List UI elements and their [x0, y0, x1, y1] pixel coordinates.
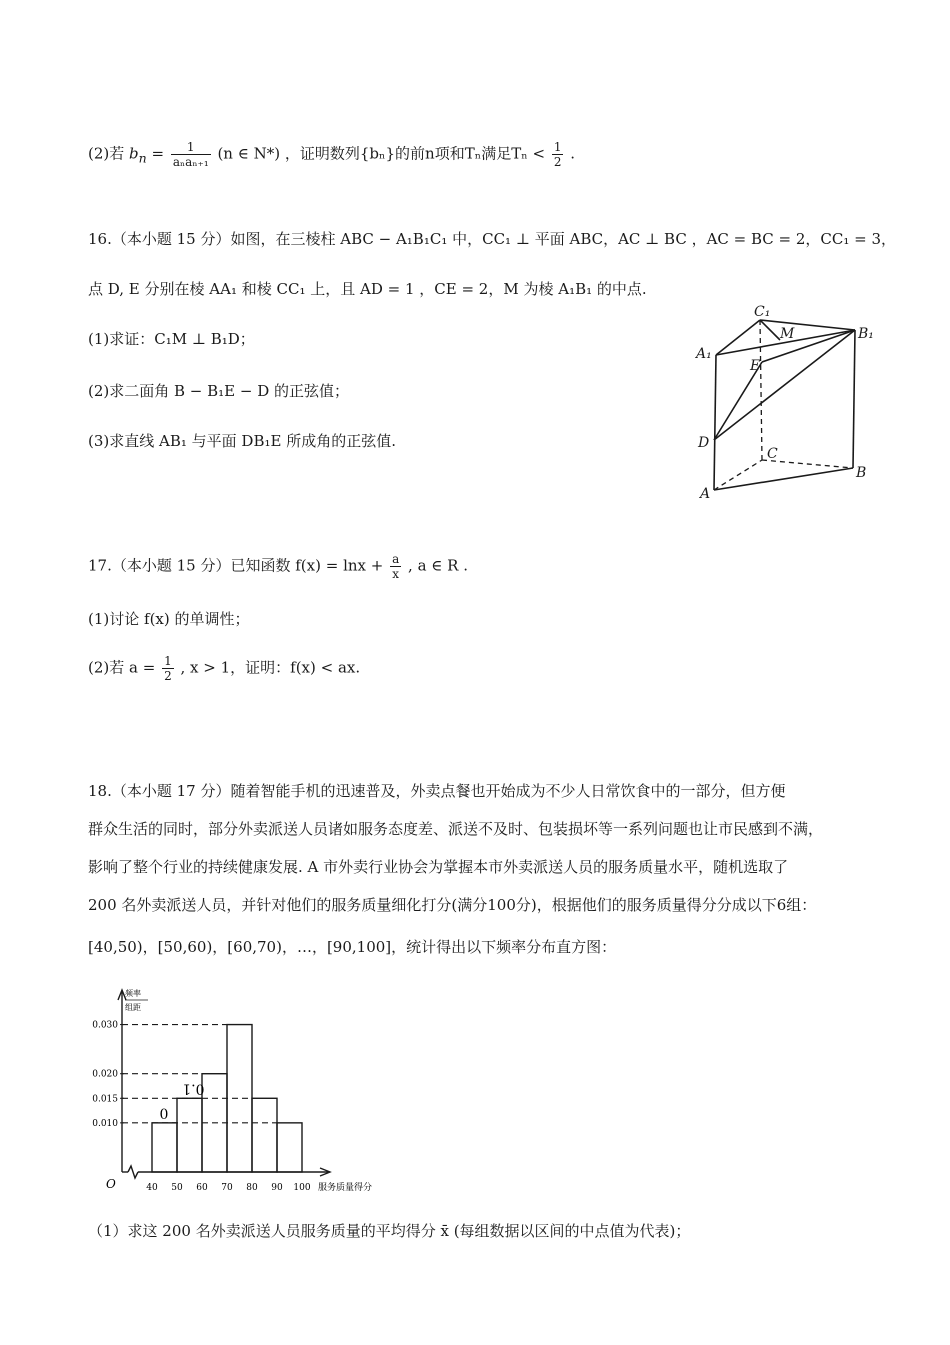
y-tick-label: 0.010: [92, 1118, 118, 1129]
q18-paragraph-line4: 200 名外卖派送人员，并针对他们的服务质量细化打分(满分100分)，根据他们的服务质量得分分成以下6组：: [88, 896, 817, 914]
x-tick-label: 70: [221, 1183, 233, 1193]
q15-part2: [88, 140, 575, 169]
annotation-mark: 0: [159, 1106, 169, 1123]
q17-header-frac-den: x: [392, 567, 400, 581]
edge-a-a1: [714, 355, 716, 490]
annotation-mark: 0.1: [182, 1080, 205, 1097]
q15-part2-rhs-den: 2: [553, 155, 562, 169]
x-tick-label: 40: [146, 1183, 158, 1193]
q17-header-frac-num: a: [392, 552, 400, 566]
segment-c1-m: [760, 320, 780, 340]
x-tick-label: 90: [271, 1183, 283, 1193]
q17-header: [88, 552, 468, 581]
histogram-bar: [152, 1123, 177, 1172]
y-tick-label: 0.020: [92, 1069, 118, 1080]
q18-paragraph-line5: [40,50)，[50,60)，[60,70)，…，[90,100]，统计得出以下频率分布直方图：: [88, 938, 617, 956]
x-tick-label: 50: [171, 1183, 183, 1193]
q17-header-prefix: 17.（本小题 15 分）已知函数 f(x) = lnx +: [88, 556, 384, 575]
q18-paragraph-line1: 18.（本小题 17 分）随着智能手机的迅速普及，外卖点餐也开始成为不少人日常饮食中的一部分，但方便: [88, 782, 786, 800]
q15-part2-fraction: [171, 140, 211, 169]
edge-c1-b1: [760, 320, 855, 330]
q15-part2-prefix: (2)若: [88, 144, 125, 163]
q15-part2-rhs-fraction: [552, 140, 564, 169]
q15-part2-frac-den: aₙaₙ₊₁: [172, 155, 209, 169]
q15-part2-sub-n: n: [138, 150, 147, 166]
q17-part2-frac-den: 2: [164, 669, 172, 683]
x-tick-label: 60: [196, 1183, 208, 1193]
q16-part1: (1)求证：C₁M ⊥ B₁D；: [88, 330, 255, 348]
x-tick-label: 100: [293, 1183, 311, 1193]
histogram-bar: [252, 1098, 277, 1172]
hidden-edge-c-c1: [760, 320, 762, 460]
histogram-bar: [277, 1123, 302, 1172]
q17-header-fraction: [390, 552, 401, 581]
q18-part1: （1）求这 200 名外卖派送人员服务质量的平均得分 x̄ (每组数据以区间的中点值为代表)；: [88, 1222, 691, 1240]
histogram-ylabel-top: 频率: [125, 989, 141, 998]
label-d: D: [698, 435, 710, 451]
segment-d-b1: [714, 330, 855, 440]
label-m: M: [780, 326, 795, 342]
label-b: B: [856, 465, 867, 481]
q17-part2-frac-num: 1: [164, 654, 172, 668]
q15-part2-b: b: [129, 144, 139, 163]
q17-part2-prefix: (2)若 a =: [88, 658, 156, 677]
q15-part2-cond: (n ∈ N*): [217, 144, 281, 163]
q15-part2-text: ，证明数列{bₙ}的前n项和Tₙ满足Tₙ <: [284, 144, 546, 163]
q17-header-suffix: , a ∈ R .: [408, 556, 468, 575]
prism-figure: [690, 300, 880, 510]
q16-line2: 点 D, E 分别在棱 AA₁ 和棱 CC₁ 上，且 AD = 1 ，CE = 2，M 为棱 A₁B₁ 的中点.: [88, 280, 647, 298]
y-tick-label: 0.015: [92, 1094, 118, 1105]
q16-header: 16.（本小题 15 分）如图，在三棱柱 ABC − A₁B₁C₁ 中，CC₁ ⊥ 平面 ABC，AC ⊥ BC ，AC = BC = 2，CC₁ = 3，: [88, 230, 897, 248]
segment-e-b1: [762, 330, 855, 362]
histogram-xlabel: 服务质量得分: [318, 1183, 373, 1193]
q17-part1: (1)讨论 f(x) 的单调性；: [88, 610, 250, 628]
q16-part3: (3)求直线 AB₁ 与平面 DB₁E 所成角的正弦值.: [88, 432, 396, 450]
q15-part2-rhs-num: 1: [553, 140, 562, 154]
label-c1: C₁: [754, 304, 771, 320]
histogram-axis-break: [128, 1166, 138, 1178]
label-b1: B₁: [858, 326, 874, 342]
edge-a1-c1: [716, 320, 760, 355]
label-c: C: [767, 446, 778, 462]
label-a: A: [700, 486, 711, 502]
q16-part2: (2)求二面角 B − B₁E − D 的正弦值；: [88, 382, 350, 400]
label-e: E: [750, 358, 761, 374]
q17-part2-suffix: , x > 1，证明：f(x) < ax.: [180, 658, 361, 677]
q18-paragraph-line3: 影响了整个行业的持续健康发展. A 市外卖行业协会为掌握本市外卖派送人员的服务质量水平，随机选取了: [88, 858, 789, 876]
histogram-bar: [177, 1098, 202, 1172]
edge-a-b: [714, 468, 853, 490]
y-tick-label: 0.030: [92, 1020, 118, 1031]
label-a1: A₁: [696, 346, 712, 362]
q15-part2-frac-num: 1: [171, 140, 211, 155]
q17-part2-fraction: [162, 654, 174, 683]
q18-paragraph-line2: 群众生活的同时，部分外卖派送人员诸如服务态度差、派送不及时、包装损坏等一系列问题也让市民感到不满，: [88, 820, 824, 838]
edge-b-b1: [853, 330, 855, 468]
histogram-bar: [227, 1025, 252, 1172]
q17-part2: [88, 654, 360, 683]
histogram-origin: O: [106, 1177, 116, 1191]
q15-part2-eq: =: [151, 144, 169, 163]
histogram-ylabel-bottom: 组距: [125, 1003, 141, 1012]
q15-part2-end: .: [570, 144, 576, 163]
frequency-histogram: [80, 980, 400, 1200]
x-tick-label: 80: [246, 1183, 258, 1193]
